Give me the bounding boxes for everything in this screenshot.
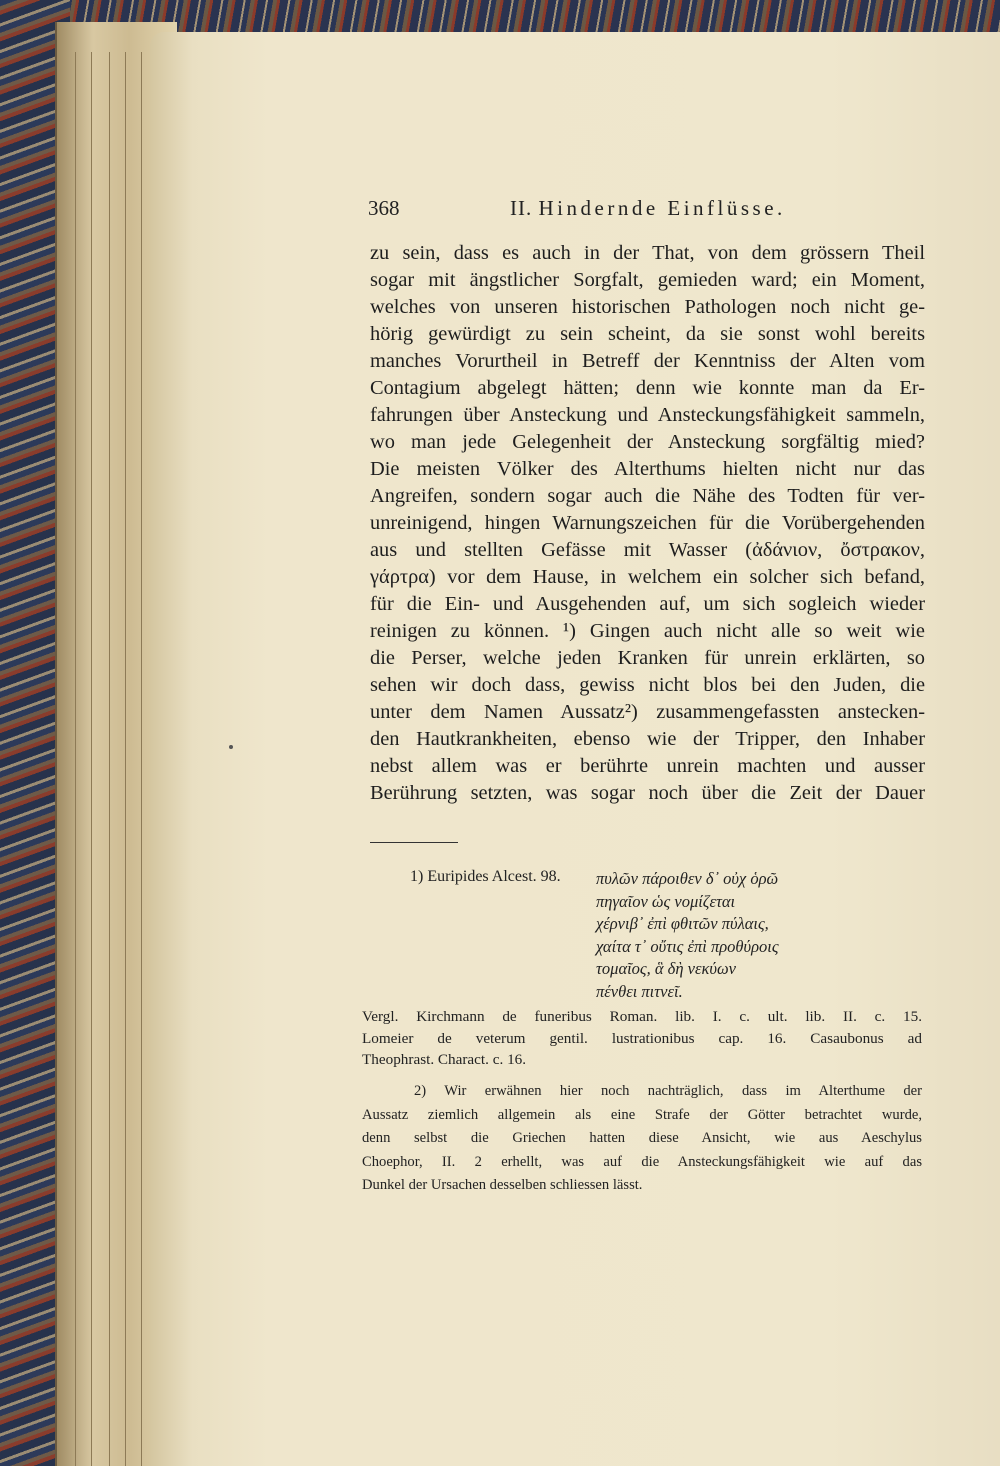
body-line: γάρτρα) vor dem Hause, in welchem ein solcher sich befand,: [370, 566, 925, 588]
chapter-title: Hindernde Einflüsse.: [538, 196, 786, 220]
body-line: welches von unseren historischen Pathologen noch nicht ge-: [370, 296, 925, 318]
print-speck: [229, 745, 233, 749]
body-line: sogar mit ängstlicher Sorgfalt, gemieden ward; ein Moment,: [370, 269, 925, 291]
footnote-line: Dunkel der Ursachen desselben schliessen lässt.: [362, 1177, 643, 1193]
chapter-number: II.: [510, 196, 533, 220]
body-line: manches Vorurtheil in Betreff der Kenntniss der Alten vom: [370, 350, 925, 372]
body-line: Berührung setzten, was sogar noch über die Zeit der Dauer: [370, 782, 925, 804]
body-line: Contagium abgelegt hätten; denn wie konnte man da Er-: [370, 377, 925, 399]
footnote-1-refs: [362, 1006, 922, 1071]
verse-line: χέρνιβ᾽ ἐπὶ φθιτῶν πύλαις,: [596, 914, 769, 933]
footnote-line: Choephor, II. 2 erhellt, was auf die Ansteckungsfähigkeit wie auf das: [362, 1153, 922, 1170]
body-line: unreinigend, hingen Warnungszeichen für die Vorübergehenden: [370, 512, 925, 534]
body-text: [370, 240, 925, 807]
body-line: unter dem Namen Aussatz²) zusammengefassten anstecken-: [370, 701, 925, 723]
body-line: zu sein, dass es auch in der That, von dem grössern Theil: [370, 242, 925, 264]
body-line: für die Ein- und Ausgehenden auf, um sich sogleich wieder: [370, 593, 925, 615]
body-line: aus und stellten Gefässe mit Wasser (ἀδάνιον, ὄστρακον,: [370, 539, 925, 561]
footnote-line: 2) Wir erwähnen hier noch nachträglich, dass im Alterthume der: [414, 1083, 922, 1099]
footnote-rule: [370, 842, 458, 843]
page-header: [368, 196, 928, 230]
body-line: wo man jede Gelegenheit der Ansteckung sorgfältig mied?: [370, 431, 925, 453]
footnote-line: Vergl. Kirchmann de funeribus Roman. lib. I. c. ult. lib. II. c. 15.: [362, 1008, 922, 1025]
running-head: [510, 196, 786, 221]
footnote-1-ref: 1) Euripides Alcest. 98.: [410, 868, 561, 885]
verse-line: τομαῖος, ἃ δὴ νεκύων: [596, 959, 736, 978]
footnote-line: Aussatz ziemlich allgemein als eine Strafe der Götter betrachtet wurde,: [362, 1106, 922, 1123]
body-line: Die meisten Völker des Alterthums hielten nicht nur das: [370, 458, 925, 480]
body-line: sehen wir doch dass, gewiss nicht blos bei den Juden, die: [370, 674, 925, 696]
footnote-line: Theophrast. Charact. c. 16.: [362, 1051, 527, 1068]
body-line: die Perser, welche jeden Kranken für unrein erklärten, so: [370, 647, 925, 669]
body-line: reinigen zu können. ¹) Gingen auch nicht alle so weit wie: [370, 620, 925, 642]
verse-line: πηγαῖον ὡς νομίζεται: [596, 891, 736, 911]
greek-verse: [596, 868, 896, 1003]
page-number: 368: [368, 196, 400, 220]
body-line: den Hautkrankheiten, ebenso wie der Tripper, den Inhaber: [370, 728, 925, 750]
footnote-2: [362, 1080, 922, 1198]
footnote-line: Lomeier de veterum gentil. lustrationibus cap. 16. Casaubonus ad: [362, 1029, 922, 1047]
verse-line: πυλῶν πάροιθεν δ᾽ οὐχ ὁρῶ: [596, 869, 779, 888]
body-line: Angreifen, sondern sogar auch die Nähe des Todten für ver-: [370, 485, 925, 507]
footnote-line: denn selbst die Griechen hatten diese Ansicht, wie aus Aeschylus: [362, 1130, 922, 1146]
body-line: nebst allem was er berührte unrein machten und ausser: [370, 755, 925, 777]
body-line: fahrungen über Ansteckung und Ansteckungsfähigkeit sammeln,: [370, 404, 925, 426]
verse-line: πένθει πιτνεῖ.: [596, 981, 683, 1001]
verse-line: χαίτα τ᾽ οὔτις ἐπὶ προθύροις: [596, 936, 779, 956]
body-line: hörig gewürdigt zu sein scheint, da sie sonst wohl bereits: [370, 323, 925, 345]
